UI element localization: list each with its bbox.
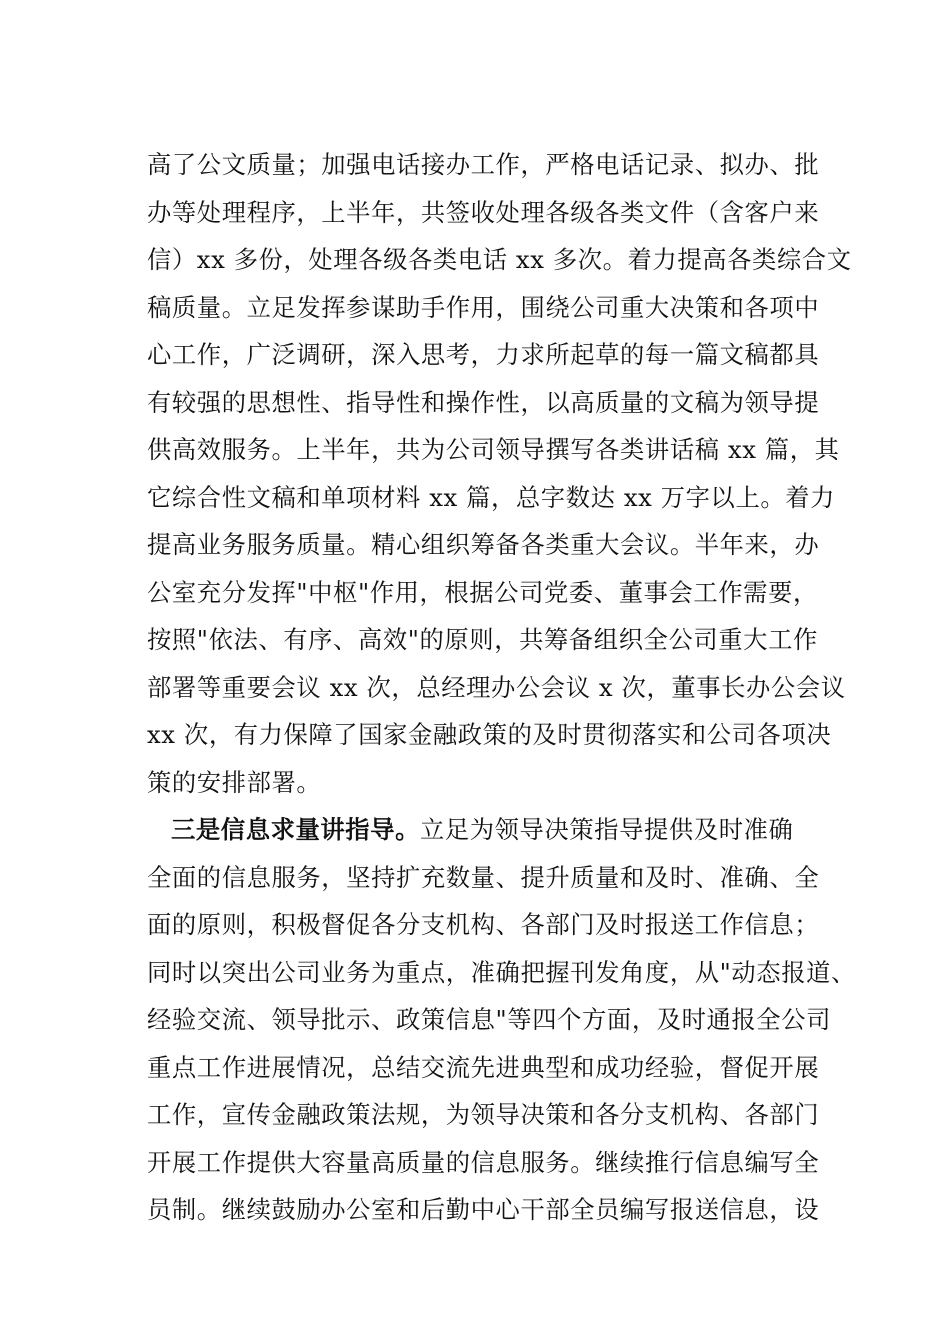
text-line: 心工作，广泛调研，深入思考，力求所起草的每一篇文稿都具	[147, 340, 820, 369]
text-line: 提高业务服务质量。精心组织筹备各类重大会议。半年来，办	[147, 530, 820, 559]
text-line: xx 次，有力保障了国家金融政策的及时贯彻落实和公司各项决	[147, 720, 832, 749]
text-line: 全面的信息服务，坚持扩充数量、提升质量和及时、准确、全	[147, 862, 820, 892]
text-line: 同时以突出公司业务为重点，准确把握刊发角度，从"动态报道、	[147, 957, 856, 987]
text-line: 面的原则，积极督促各分支机构、各部门及时报送工作信息；	[147, 910, 820, 939]
document-body	[147, 141, 856, 1234]
text-line: 员制。继续鼓励办公室和后勤中心干部全员编写报送信息，设	[147, 1195, 820, 1224]
text-line: 工作，宣传金融政策法规，为领导决策和各分支机构、各部门	[147, 1100, 820, 1129]
text-line: 开展工作提供大容量高质量的信息服务。继续推行信息编写全	[147, 1147, 820, 1177]
text-line: 策的安排部署。	[147, 767, 322, 797]
text-line: 公室充分发挥"中枢"作用，根据公司党委、董事会工作需要，	[147, 577, 818, 607]
text-line: 重点工作进展情况，总结交流先进典型和成功经验，督促开展	[147, 1052, 820, 1082]
text-line: 它综合性文稿和单项材料 xx 篇，总字数达 xx 万字以上。着力	[147, 482, 836, 512]
text-line: 按照"依法、有序、高效"的原则，共筹备组织全公司重大工作	[147, 625, 818, 654]
text-line: 信）xx 多份，处理各级各类电话 xx 多次。着力提高各类综合文	[147, 245, 852, 274]
text-line: 办等处理程序，上半年，共签收处理各级各类文件（含客户来	[147, 197, 820, 227]
text-line: 高了公文质量；加强电话接办工作，严格电话记录、拟办、批	[147, 150, 820, 179]
paragraph-2-first-line-text: 立足为领导决策指导提供及时准确	[419, 815, 794, 844]
text-line: 稿质量。立足发挥参谋助手作用，围绕公司重大决策和各项中	[147, 292, 820, 322]
text-line: 供高效服务。上半年，共为公司领导撰写各类讲话稿 xx 篇，其	[147, 435, 840, 464]
text-line: 有较强的思想性、指导性和操作性，以高质量的文稿为领导提	[147, 387, 820, 417]
text-line: 经验交流、领导批示、政策信息"等四个方面，及时通报全公司	[147, 1005, 831, 1034]
paragraph-heading: 三是信息求量讲指导。	[171, 815, 420, 844]
text-line: 部署等重要会议 xx 次，总经理办公会议 x 次，董事长办公会议	[147, 672, 846, 702]
paragraph-2-first-line	[147, 806, 827, 854]
